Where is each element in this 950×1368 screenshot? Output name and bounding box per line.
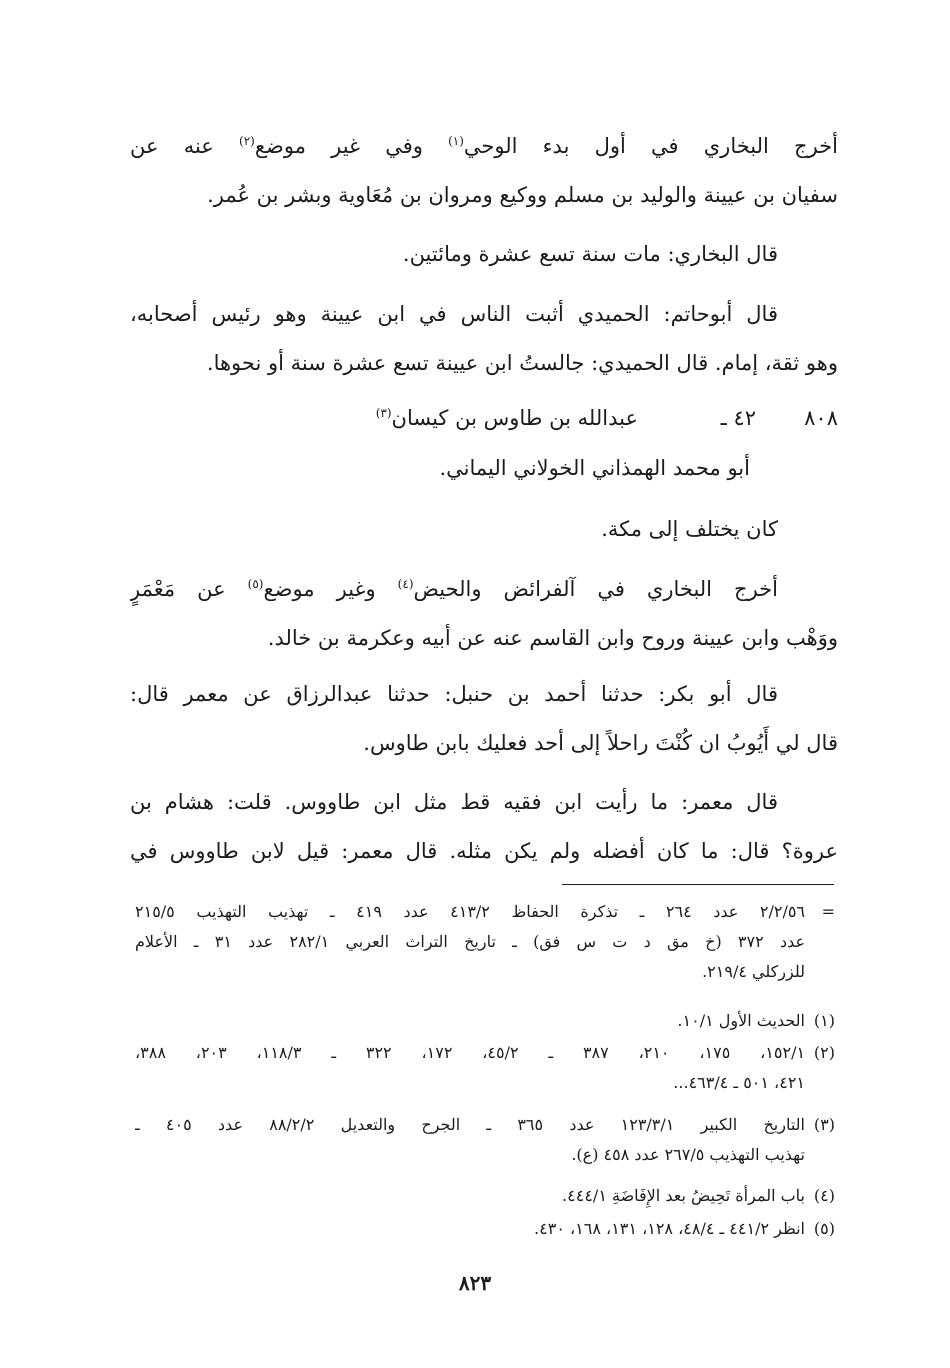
text-line: قال أبو بكر: حدثنا أحمد بن حنبل: حدثنا عبدالرزاق عن معمر قال: xyxy=(130,682,778,706)
text-line: عروة؟ قال: ما كان أفضله ولم يكن مثله. قال معمر: قيل لابن طاووس في xyxy=(130,839,838,863)
footnote-marker: (١) xyxy=(813,1011,835,1030)
footnote-body xyxy=(135,1038,805,1098)
paragraph-travel xyxy=(130,505,838,554)
entry-sub-number: ٤٢ ـ xyxy=(720,406,756,430)
page-number: ٨٢٣ xyxy=(458,1271,492,1295)
entry-number: ٨٠٨ xyxy=(804,406,838,430)
footnote-line: باب المرأة تَحِيضُ بعد الإِفَاضَةِ ٤٤٤/١. xyxy=(562,1186,805,1205)
footnote-body xyxy=(135,1110,805,1170)
footnote-body xyxy=(135,1214,805,1244)
text-line: قال لي أَيُوبُ ان كُنْتَ راحلاً إلى أحد فعليك بابن طاوس. xyxy=(363,731,838,755)
paragraph-bukhari-narration xyxy=(130,122,838,220)
footnote-body xyxy=(135,1006,805,1036)
entry-title: عبدالله بن طاوس بن كيسان$^{(٣)}$ xyxy=(375,406,638,430)
entry-heading xyxy=(112,398,838,438)
footnote-marker: (٤) xyxy=(813,1186,835,1205)
text-line: أخرج البخاري في أول بدء الوحي$^{(١)}$ وفي غير موضع$^{(٢)}$ عنه عن xyxy=(130,134,838,158)
text-line: قال معمر: ما رأيت ابن فقيه قط مثل ابن طاووس. قلت: هشام بن xyxy=(130,790,778,814)
footnote-3 xyxy=(135,1110,835,1172)
footnote-line: للزركلي ٢١٩/٤. xyxy=(702,962,805,981)
footnote-1 xyxy=(135,1006,835,1036)
footnote-4 xyxy=(135,1181,835,1211)
footnote-5 xyxy=(135,1214,835,1244)
footnote-continuation xyxy=(135,897,835,989)
text-line: قال أبوحاتم: الحميدي أثبت الناس في ابن عيينة وهو رئيس أصحابه، xyxy=(130,302,778,326)
text-line: سفيان بن عيينة والوليد بن مسلم ووكيع ومروان بن مُعَاوية وبشر بن عُمر. xyxy=(207,183,838,207)
footnote-marker: (٣) xyxy=(813,1115,835,1134)
text-line: وهو ثقة، إمام. قال الحميدي: جالستُ ابن عيينة تسع عشرة سنة أو نحوها. xyxy=(206,351,838,375)
footnote-line: الحديث الأول ١٠/١. xyxy=(677,1011,805,1030)
footnote-line: ٢/٢/٥٦ عدد ٢٦٤ ـ تذكرة الحفاظ ٤١٣/٢ عدد ٤١٩ ـ تهذيب التهذيب ٢١٥/٥ xyxy=(135,902,805,921)
footnote-body xyxy=(135,1181,805,1211)
paragraph-abu-hatim xyxy=(130,290,838,388)
paragraph-mamar xyxy=(130,778,838,876)
text-line: أخرج البخاري في آلفرائض والحيض$^{(٤)}$ وغير موضع$^{(٥)}$ عن مَعْمَرٍ xyxy=(130,577,778,601)
entry-kunya: أبو محمد الهمذاني الخولاني اليماني. xyxy=(439,456,750,480)
footnote-marker: (٢) xyxy=(813,1043,835,1062)
footnote-marker: (٥) xyxy=(813,1219,835,1238)
footnote-marker: = xyxy=(821,902,835,921)
text-line: ووَهْب وابن عيينة وروح وابن القاسم عنه عن أبيه وعكرمة بن خالد. xyxy=(267,626,838,650)
footnote-line: التاريخ الكبير ١٢٣/٣/١ عدد ٣٦٥ ـ الجرح والتعديل ٨٨/٢/٢ عدد ٤٠٥ ـ xyxy=(135,1115,805,1134)
paragraph-bukhari-narration-2 xyxy=(130,565,838,663)
paragraph-death-date xyxy=(130,230,838,279)
footnote-body xyxy=(135,897,805,987)
footnote-line: عدد ٣٧٢ (خ مق د ت س فق) ـ تاريخ التراث العربي ٢٨٢/١ عدد ٣١ ـ الأعلام xyxy=(135,932,805,951)
footnote-line: انظر ٤٤١/٢ ـ ٤٨/٤، ١٢٨، ١٣١، ١٦٨، ٤٣٠. xyxy=(534,1219,805,1238)
footnote-line: ٤٢١، ٥٠١ ـ ٤٦٣/٤... xyxy=(673,1073,805,1092)
text-line: قال البخاري: مات سنة تسع عشرة ومائتين. xyxy=(402,242,778,266)
text-line: كان يختلف إلى مكة. xyxy=(601,517,778,541)
footnote-line: ١٥٢/١، ١٧٥، ٢١٠، ٣٨٧ ـ ٤٥/٢، ١٧٢، ٣٢٢ ـ ١١٨/٣، ٢٠٣، ٣٨٨، xyxy=(135,1043,805,1062)
footnote-2 xyxy=(135,1038,835,1100)
footnote-line: تهذيب التهذيب ٢٦٧/٥ عدد ٤٥٨ (ع). xyxy=(571,1145,805,1164)
paragraph-abu-bakr xyxy=(130,670,838,768)
footnote-divider xyxy=(562,884,834,885)
